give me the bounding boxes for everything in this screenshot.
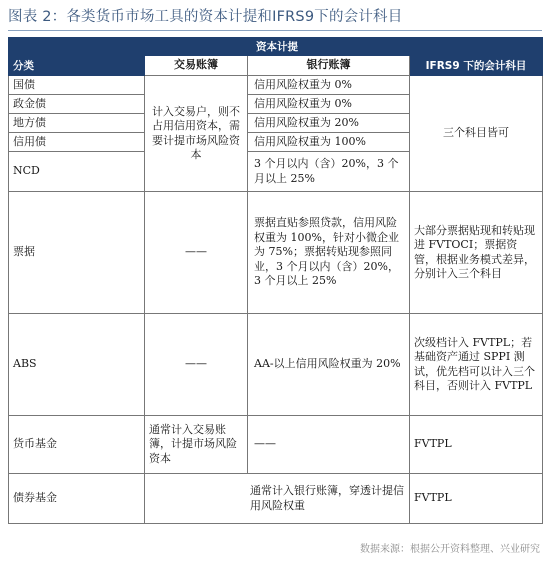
capital-table: [8, 37, 543, 524]
row-bank: 信用风险权重为 100%: [248, 133, 410, 152]
source-note: 数据来源：根据公开资料整理、兴业研究: [360, 544, 540, 555]
row-bank: 信用风险权重为 0%: [248, 76, 410, 95]
row-name: 地方债: [9, 114, 145, 133]
row-name: 国债: [9, 76, 145, 95]
figure-title: 图表 2：各类货币市场工具的资本计提和IFRS9下的会计科目: [8, 9, 403, 25]
table-row: [9, 192, 543, 314]
row-ifrs9: FVTPL: [410, 416, 543, 474]
title-divider: [8, 30, 542, 31]
row-name: 货币基金: [9, 416, 145, 474]
row-trading: ——: [145, 314, 248, 416]
header-trading: 交易账簿: [145, 56, 248, 76]
row-bank: ——: [248, 416, 410, 474]
row-name: 债券基金: [9, 474, 145, 524]
row-ifrs9: FVTPL: [410, 474, 543, 524]
row-bank: 信用风险权重为 0%: [248, 95, 410, 114]
header-banking: 银行账簿: [248, 56, 410, 76]
table-row: [9, 314, 543, 416]
trading-merged-cell: 计入交易户，则不占用信用资本，需要计提市场风险资本: [145, 76, 248, 192]
row-ifrs9: 次级档计入 FVTPL；若基础资产通过 SPPI 测试，优先档可以计入三个科目，否则计入 FVTPL: [410, 314, 543, 416]
header-ifrs9: IFRS9 下的会计科目: [410, 56, 543, 76]
row-name: ABS: [9, 314, 145, 416]
row-bank: AA-以上信用风险权重为 20%: [248, 314, 410, 416]
row-bank: 信用风险权重为 20%: [248, 114, 410, 133]
row-name: 信用债: [9, 133, 145, 152]
row-name: NCD: [9, 152, 145, 192]
ifrs9-merged-cell: 三个科目皆可: [410, 76, 543, 192]
table-row: [9, 76, 543, 95]
row-trading: 通常计入交易账簿，计提市场风险资本: [145, 416, 248, 474]
row-bank: 票据直贴参照贷款，信用风险权重为 100%，针对小微企业为 75%；票据转贴现参照同业，3 个月以内（含）20%，3 个月以上 25%: [248, 192, 410, 314]
row-bank: 3 个月以内（含）20%，3 个月以上 25%: [248, 152, 410, 192]
table-row: [9, 474, 543, 524]
row-bank: 通常计入银行账簿，穿透计提信用风险权重: [145, 474, 410, 524]
row-trading: ——: [145, 192, 248, 314]
row-ifrs9: 大部分票据贴现和转贴现进 FVTOCI；票据资管，根据业务模式差异，分别计入三个科目: [410, 192, 543, 314]
row-name: 政金债: [9, 95, 145, 114]
header-capital: 资本计提: [145, 38, 410, 56]
row-name: 票据: [9, 192, 145, 314]
header-category: 分类: [9, 56, 145, 76]
table-row: [9, 416, 543, 474]
